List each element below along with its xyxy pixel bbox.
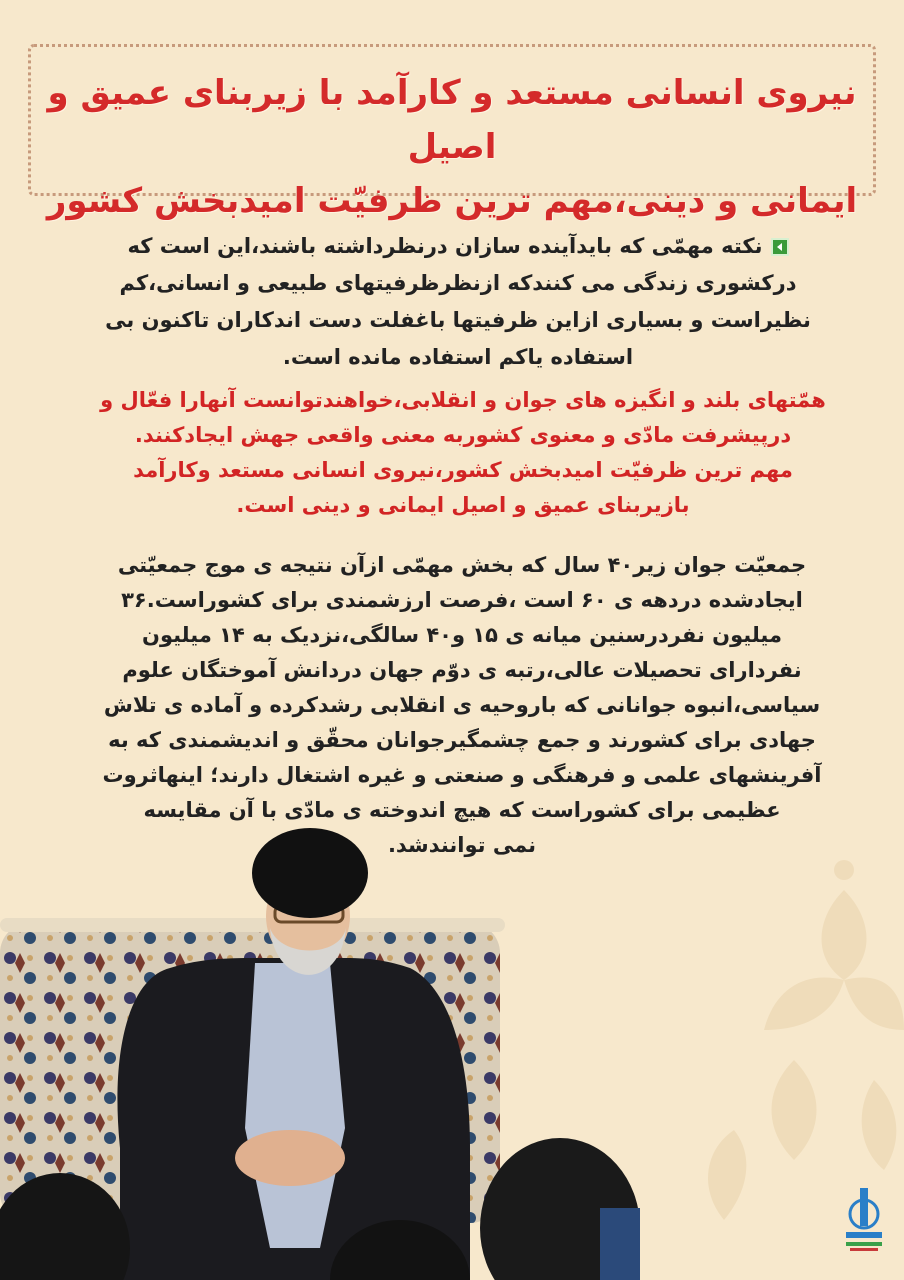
title-line-1: نیروی انسانی مستعد و کارآمد با زیربنای عمیق و اصیل	[47, 73, 857, 167]
paragraph-line: نمی توانندشد.	[387, 833, 537, 857]
paragraph-line: سیاسی،انبوه جوانانی که باروحیه ی انقلابی رشدکرده و آماده ی تلاش	[103, 693, 821, 717]
green-arrow-bullet-icon	[771, 238, 789, 256]
paragraph-line: جهادی برای کشورند و جمع چشمگیرجوانان محقّق و اندیشمندی که به	[108, 728, 816, 752]
paragraph-line: آفرینشهای علمی و فرهنگی و صنعتی و غیره اشتغال دارند؛ اینهاثروت	[102, 763, 822, 787]
paragraph-line: میلیون نفردرسنین میانه ی ۱۵ و۴۰ سالگی،نزدیک به ۱۴ میلیون	[142, 623, 782, 647]
publisher-logo-icon	[844, 1184, 884, 1254]
highlight-paragraph	[78, 383, 848, 523]
paragraph-line: نظیراست و بسیاری ازاین ظرفیتها باغفلت دست اندکاران تاکنون بی	[105, 308, 811, 332]
paragraph-line: نفردارای تحصیلات عالی،رتبه ی دوّم جهان دردانش آموختگان علوم	[122, 658, 802, 682]
title-line-2: ایمانی و دینی،مهم ترین ظرفیّت امیدبخش کشور	[46, 181, 858, 221]
paragraph-line: عظیمی برای کشوراست که هیچ اندوخته ی مادّی با آن مقایسه	[143, 798, 781, 822]
paragraph-line: درکشوری زندگی می کنندکه ازنظرظرفیتهای طبیعی و انسانی،کم	[119, 271, 797, 295]
audience-shirt	[600, 1208, 640, 1280]
paragraph-line: ایجادشده دردهه ی ۶۰ است ،فرصت ارزشمندی برای کشوراست.۳۶	[121, 588, 803, 612]
clasped-hands	[235, 1130, 345, 1186]
paragraph-line: درپیشرفت مادّی و معنوی کشوربه معنی واقعی جهش ایجادکنند.	[134, 423, 792, 447]
meeting-photo	[0, 828, 640, 1280]
population-paragraph	[72, 548, 852, 863]
paragraph-line: همّتهای بلند و انگیزه های جوان و انقلابی،خواهندتوانست آنهارا فعّال و	[100, 388, 826, 412]
page-title	[40, 66, 864, 228]
black-turban	[252, 828, 368, 918]
paragraph-line: بازیربنای عمیق و اصیل ایمانی و دینی است.	[236, 493, 690, 517]
paragraph-line: مهم ترین ظرفیّت امیدبخش کشور،نیروی انسانی مستعد وکارآمد	[133, 458, 793, 482]
intro-paragraph	[78, 228, 838, 376]
paragraph-line: جمعیّت جوان زیر۴۰ سال که بخش مهمّی ازآن نتیجه ی موج جمعیّتی	[117, 553, 807, 577]
paragraph-line: نکته مهمّی که بایدآینده سازان درنظرداشته باشند،این است که	[78, 228, 838, 265]
paragraph-line: استفاده یاکم استفاده مانده است.	[282, 345, 634, 369]
